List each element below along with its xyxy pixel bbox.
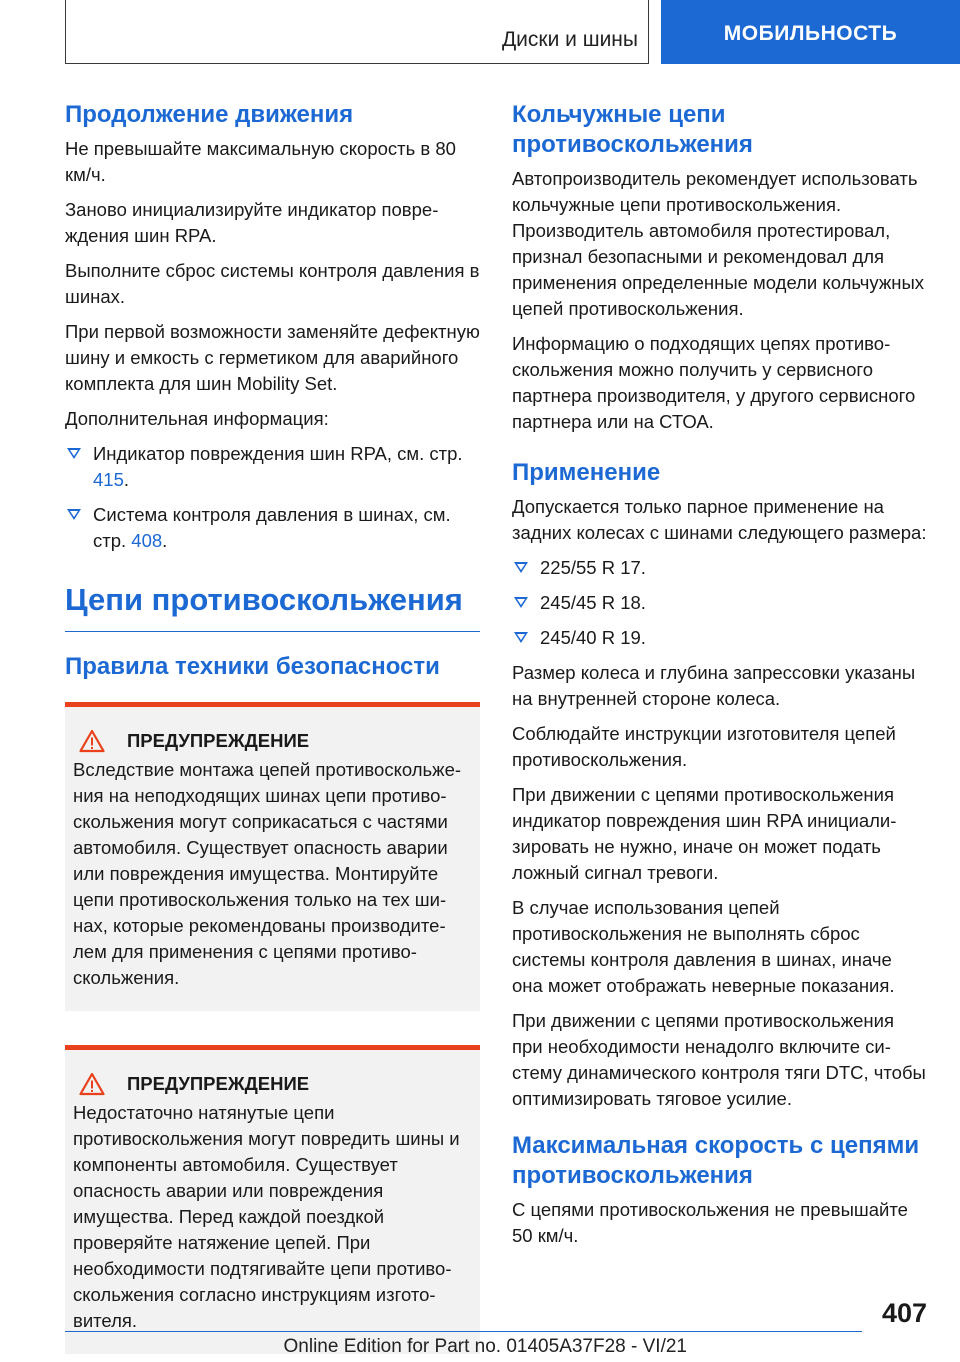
footer-divider [65,1331,862,1332]
footer-edition: Online Edition for Part no. 01405A37F28 - VI/21 [283,1336,687,1357]
warning-title: ПРЕДУПРЕЖДЕНИЕ [127,1073,310,1094]
paragraph: Соблюдайте инструкции изготовителя цепей противоскольжения. [512,723,896,770]
section-title-safety: Правила техники безопасности [65,653,440,680]
tire-size-list [512,555,927,651]
title-divider [65,631,480,632]
header-chapter-label: МОБИЛЬНОСТЬ [723,22,898,45]
section-title-chainmail-chains: Кольчужные цепи противоскольжения [512,101,753,158]
paragraph: В случае использования цепей противоскольжения не выполнять сброс системы контроля давления в шинах, иначе она может отображать неверные показания. [512,897,895,996]
triangle-bullet-icon [67,448,81,459]
warning-box [65,1045,480,1354]
list-item: Индикатор повреждения шин RPA, см. стр. 415. [65,441,480,493]
warning-header [73,729,472,753]
left-column [65,100,480,1354]
paragraph: При первой возможности заменяйте дефектную шину и емкость с герметиком для аварийного комплекта для шин Mobility Set. [65,321,480,394]
triangle-bullet-icon [514,562,528,573]
reference-list [65,441,480,554]
warning-triangle-icon [79,1072,105,1096]
list-item-text: Индикатор повреждения шин RPA, см. стр. [93,443,463,464]
list-item: Система контроля давления в шинах, см. стр. 408. [65,502,480,554]
paragraph: Выполните сброс системы контроля давления в шинах. [65,260,480,307]
warning-triangle-icon [79,729,105,753]
tire-size: 245/45 R 18. [540,592,646,613]
right-column [512,100,927,1258]
list-item [512,590,927,616]
section-title-max-speed: Максимальная скорость с цепями противоскольжения [512,1132,920,1189]
paragraph: Допускается только парное применение на задних колесах с шинами следующего размера: [512,496,927,543]
paragraph: Размер колеса и глубина запрессовки указаны на внутренней стороне колеса. [512,662,916,709]
paragraph: Дополнительная информация: [65,408,329,429]
paragraph: С цепями противоскольжения не превышайте 50 км/ч. [512,1199,908,1246]
header-section-title: Диски и шины [501,28,638,51]
page-number: 407 [881,1298,927,1328]
paragraph: Автопроизводитель рекомендует использовать кольчужные цепи противоскольжения. Производитель автомобиля протестировал, признал безопасными и рекомендовал для применения определенные модели кольчужных цепей противоскольжения. [512,168,925,319]
list-item [512,625,927,651]
warning-title: ПРЕДУПРЕЖДЕНИЕ [127,730,310,751]
section-title-continue-driving: Продолжение движения [65,101,354,128]
triangle-bullet-icon [514,597,528,608]
page-link-408[interactable]: 408 [131,530,163,551]
triangle-bullet-icon [514,632,528,643]
tire-size: 245/40 R 19. [540,627,646,648]
warning-box [65,702,480,1011]
page-link-415[interactable]: 415 [93,469,124,490]
list-item [512,555,927,581]
warning-text: Недостаточно натянутые цепи противоскольжения могут повредить шины и компоненты автомобиля. Существует опасность аварии или повреждения имущества. Перед каждой поездкой проверяйте натяжение цепей. При необходимости подтягивайте цепи противоскольжения согласно инструкциям изготовителя. [73,1102,460,1331]
paragraph: Информацию о подходящих цепях противоскольжения можно получить у сервисного партнера производителя, у другого сервисного партнера или на СТОА. [512,333,916,432]
list-item-text: Система контроля давления в шинах, см. стр. [93,504,451,551]
paragraph: Заново инициализируйте индикатор повреждения шин RPA. [65,199,439,246]
tire-size: 225/55 R 17. [540,557,646,578]
triangle-bullet-icon [67,509,81,520]
paragraph: При движении с цепями противоскольжения индикатор повреждения шин RPA инициализировать не нужно, иначе он может подать ложный сигнал тревоги. [512,784,897,883]
warning-header [73,1072,472,1096]
chapter-title-snow-chains: Цепи противоскольжения [65,582,463,617]
paragraph: При движении с цепями противоскольжения при необходимости ненадолго включите систему динамического контроля тяги DTC, чтобы оптимизировать тяговое усилие. [512,1010,926,1109]
section-title-usage: Применение [512,459,661,486]
warning-text: Вследствие монтажа цепей противоскольжения на неподходящих шинах цепи противоскольжения могут соприкасаться с частями автомобиля. Существует опасность аварии или повреждения имущества. Монтируйте цепи противоскольжения только на тех шинах, которые рекомендованы производителем для применения с цепями противоскольжения. [73,759,462,988]
paragraph: Не превышайте максимальную скорость в 80 км/ч. [65,138,456,185]
header-chapter-tab[interactable] [661,0,960,64]
